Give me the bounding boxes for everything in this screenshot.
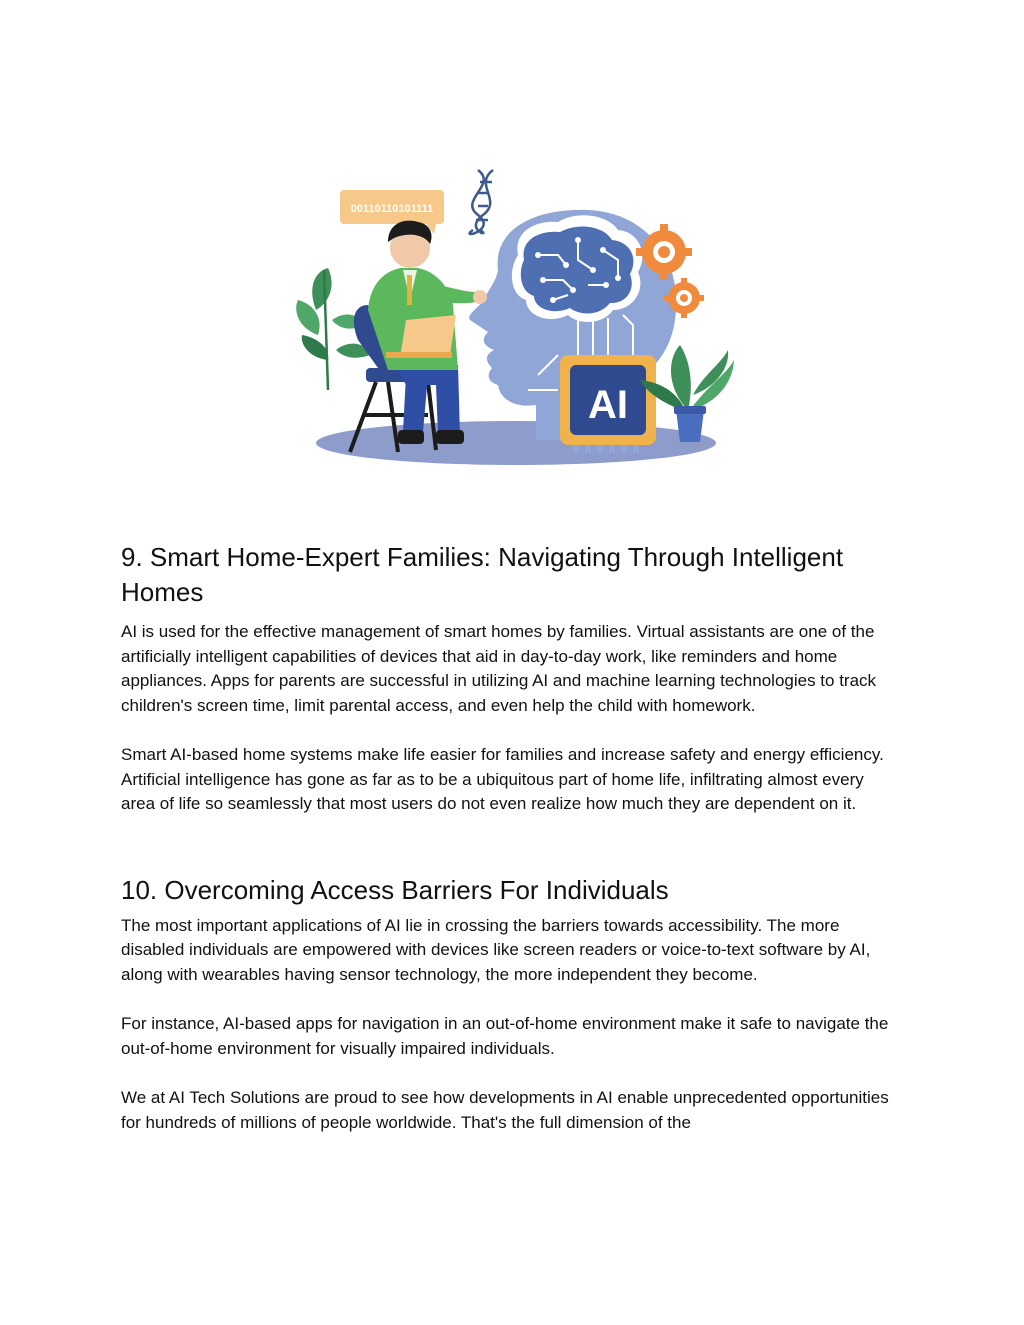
- section-paragraph: Smart AI-based home systems make life easier for families and increase safety and energy efficiency. Artificial intelligence has gone as far as to be a ubiquitous part of home life, infiltrating almost every area of life so seamlessly that most users do not even realize how much they are dependent on it.: [121, 745, 884, 813]
- section-paragraph: AI is used for the effective management of smart homes by families. Virtual assistants are one of the artificially intelligent capabilities of devices that aid in day-to-day work, like reminders and home appliances. Apps for parents are successful in utilizing AI and machine learning technologies to track children's screen time, limit parental access, and even help the child with homework.: [121, 622, 877, 715]
- binary-speech-bubble: [340, 190, 444, 234]
- section-paragraph: The most important applications of AI lie in crossing the barriers towards accessibility. The more disabled individuals are empowered with devices like screen readers or voice-to-text software by AI, along with wearables having sensor technology, the more independent they become.: [121, 915, 871, 984]
- ai-illustration: [288, 160, 736, 472]
- ai-chip-label: AI: [588, 383, 628, 427]
- person: [368, 221, 487, 444]
- section-heading: 10. Overcoming Access Barriers For Individuals: [121, 874, 669, 905]
- ai-chip: [560, 355, 656, 453]
- dna-icon: [470, 170, 493, 234]
- section-heading: 9. Smart Home-Expert Families: Navigating Through Intelligent Homes: [121, 542, 844, 607]
- section-paragraph: We at AI Tech Solutions are proud to see how developments in AI enable unprecedented opportunities for hundreds of millions of people worldwide. That's the full dimension of the: [121, 1088, 889, 1132]
- brain-icon: [512, 215, 642, 322]
- article-content: [121, 540, 901, 1135]
- ai-illustration-svg: [288, 160, 736, 472]
- section-paragraph: For instance, AI-based apps for navigation in an out-of-home environment make it safe to navigate the out-of-home environment for visually impaired individuals.: [121, 1014, 889, 1058]
- binary-bubble-text: 00110110101111: [350, 203, 434, 215]
